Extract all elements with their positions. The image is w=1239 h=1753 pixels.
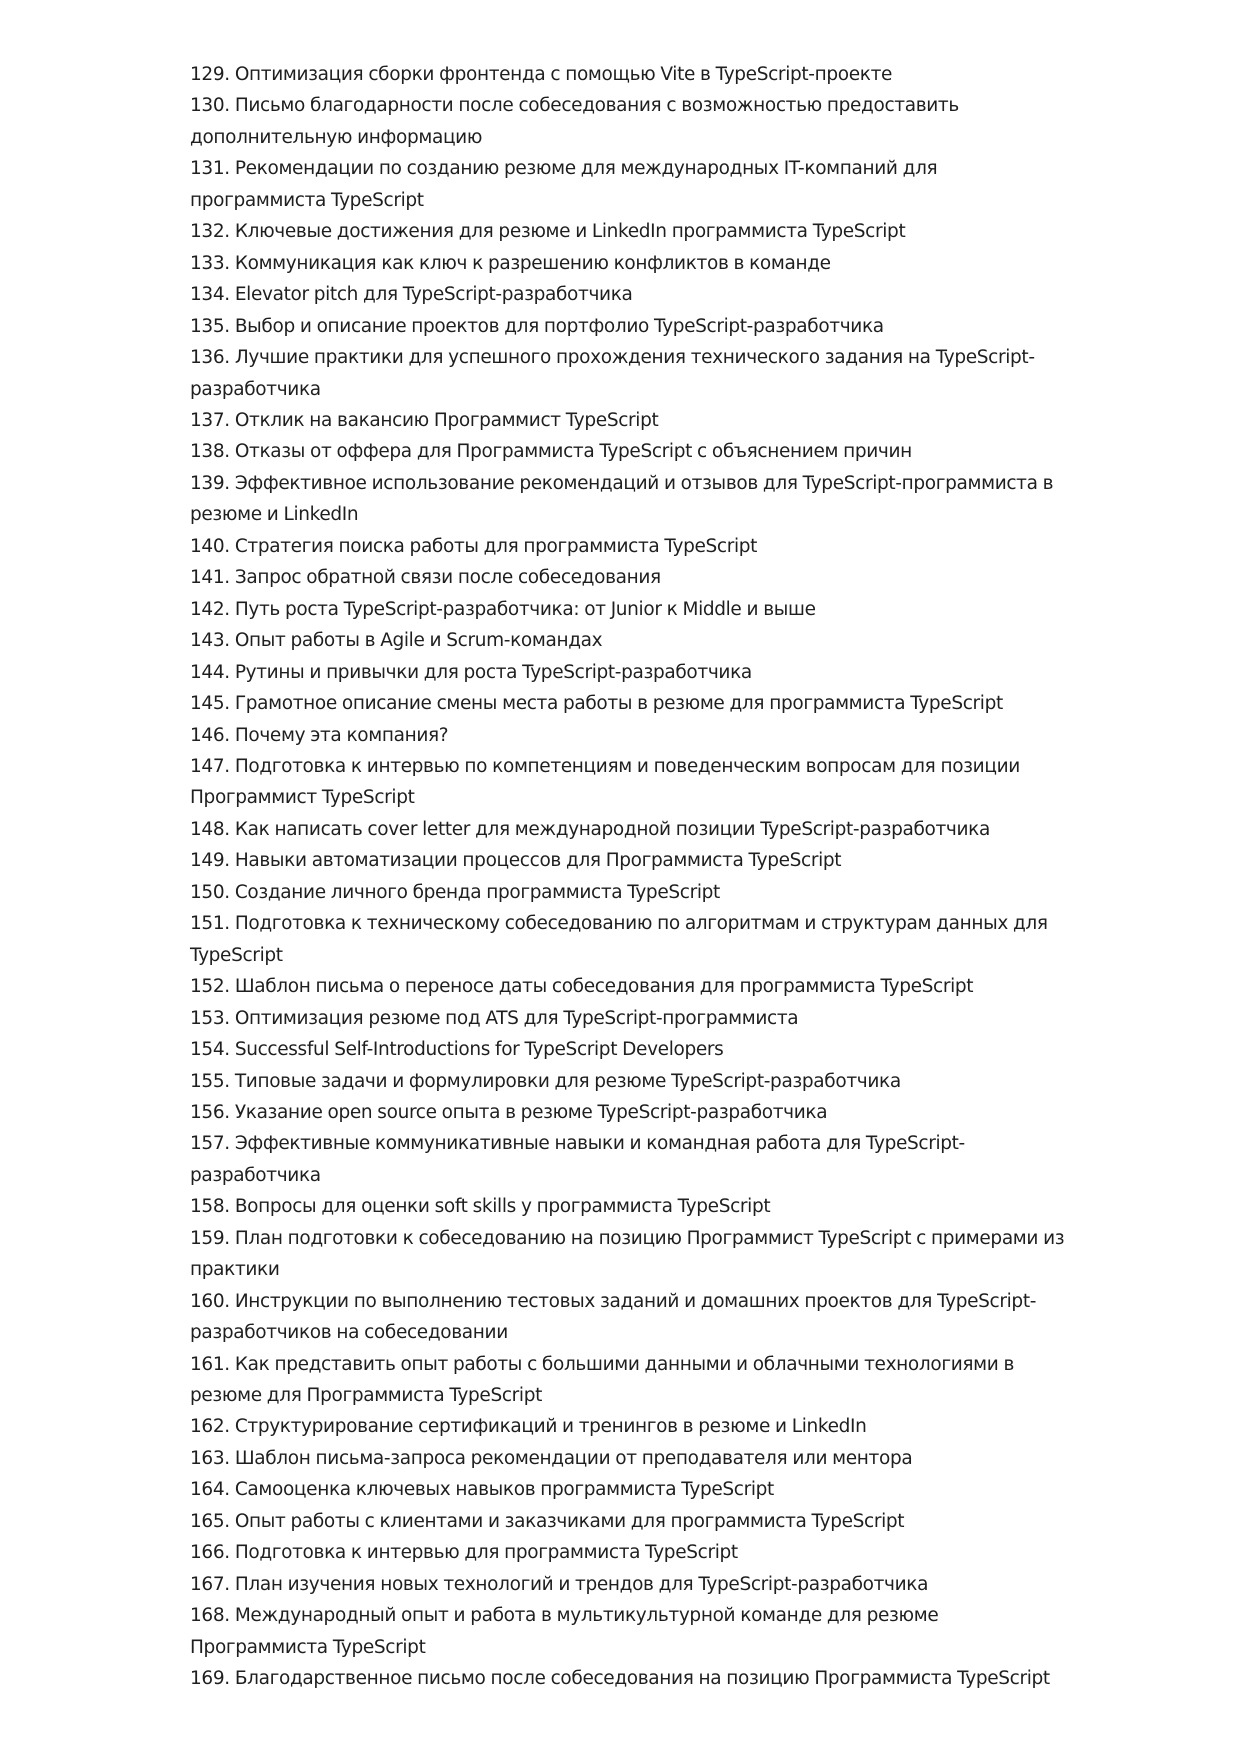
list-item: 156. Указание open source опыта в резюме TypeScript-разработчика — [190, 1101, 828, 1123]
list-item: 150. Создание личного бренда программиста TypeScript — [190, 881, 720, 903]
list-item: 138. Отказы от оффера для Программиста TypeScript с объяснением причин — [190, 441, 912, 463]
list-item: 152. Шаблон письма о переносе даты собеседования для программиста TypeScript — [190, 976, 974, 998]
list-item: 130. Письмо благодарности после собеседования с возможностью предоставить дополнительную информацию — [190, 95, 959, 148]
list-item: 163. Шаблон письма-запроса рекомендации от преподавателя или ментора — [190, 1447, 913, 1469]
list-item: 162. Структурирование сертификаций и тренингов в резюме и LinkedIn — [190, 1416, 867, 1438]
list-item: 160. Инструкции по выполнению тестовых заданий и домашних проектов для TypeScript-разработчиков на собеседовании — [190, 1290, 1037, 1344]
list-item: 136. Лучшие практики для успешного прохождения технического задания на TypeScript-разработчика — [190, 347, 1035, 400]
list-item: 146. Почему эта компания? — [190, 724, 449, 746]
list-item: 153. Оптимизация резюме под ATS для TypeScript-программиста — [190, 1007, 799, 1029]
list-item: 169. Благодарственное письмо после собеседования на позицию Программиста TypeScript — [190, 1668, 1050, 1690]
list-item: 159. План подготовки к собеседованию на позицию Программист TypeScript с примерами из практики — [190, 1227, 1065, 1281]
list-item: 158. Вопросы для оценки soft skills у программиста TypeScript — [190, 1196, 771, 1218]
list-item: 149. Навыки автоматизации процессов для Программиста TypeScript — [190, 850, 842, 872]
list-item: 142. Путь роста TypeScript-разработчика: от Junior к Middle и выше — [190, 598, 816, 620]
list-item: 132. Ключевые достижения для резюме и LinkedIn программиста TypeScript — [190, 221, 906, 243]
list-item: 140. Стратегия поиска работы для программиста TypeScript — [190, 535, 758, 557]
list-item: 135. Выбор и описание проектов для портфолио TypeScript-разработчика — [190, 315, 884, 337]
list-item: 147. Подготовка к интервью по компетенциям и поведенческим вопросам для позиции Программист TypeScript — [190, 755, 1020, 809]
list-item: 154. Successful Self-Introductions for TypeScript Developers — [190, 1039, 724, 1061]
list-item: 137. Отклик на вакансию Программист TypeScript — [190, 409, 659, 431]
list-item: 151. Подготовка к техническому собеседованию по алгоритмам и структурам данных для TypeScript — [190, 913, 1048, 966]
list-item: 129. Оптимизация сборки фронтенда с помощью Vite в TypeScript-проекте — [190, 64, 893, 85]
list-item: 131. Рекомендации по созданию резюме для международных IT-компаний для программиста TypeScript — [190, 158, 938, 211]
list-item: 143. Опыт работы в Agile и Scrum-командах — [190, 630, 603, 652]
topic-list — [190, 59, 1070, 1695]
list-item: 141. Запрос обратной связи после собеседования — [190, 567, 661, 589]
list-item: 167. План изучения новых технологий и трендов для TypeScript-разработчика — [190, 1573, 929, 1595]
list-item: 144. Рутины и привычки для роста TypeScript-разработчика — [190, 661, 752, 683]
list-item: 166. Подготовка к интервью для программиста TypeScript — [190, 1542, 738, 1564]
list-item: 148. Как написать cover letter для международной позиции TypeScript-разработчика — [190, 818, 990, 840]
list-item: 133. Коммуникация как ключ к разрешению конфликтов в команде — [190, 252, 831, 274]
list-item: 161. Как представить опыт работы с большими данными и облачными технологиями в резюме для Программиста TypeScript — [190, 1353, 1015, 1407]
list-item: 168. Международный опыт и работа в мультикультурной команде для резюме Программиста TypeScript — [190, 1605, 939, 1658]
list-item: 155. Типовые задачи и формулировки для резюме TypeScript-разработчика — [190, 1070, 901, 1092]
list-item: 165. Опыт работы с клиентами и заказчиками для программиста TypeScript — [190, 1510, 905, 1532]
list-item: 145. Грамотное описание смены места работы в резюме для программиста TypeScript — [190, 693, 1003, 715]
list-item: 157. Эффективные коммуникативные навыки и командная работа для TypeScript-разработчика — [190, 1133, 965, 1186]
list-item: 164. Самооценка ключевых навыков программиста TypeScript — [190, 1479, 774, 1501]
list-item: 139. Эффективное использование рекомендаций и отзывов для TypeScript-программиста в резюме и LinkedIn — [190, 472, 1054, 526]
list-item: 134. Elevator pitch для TypeScript-разработчика — [190, 284, 633, 306]
